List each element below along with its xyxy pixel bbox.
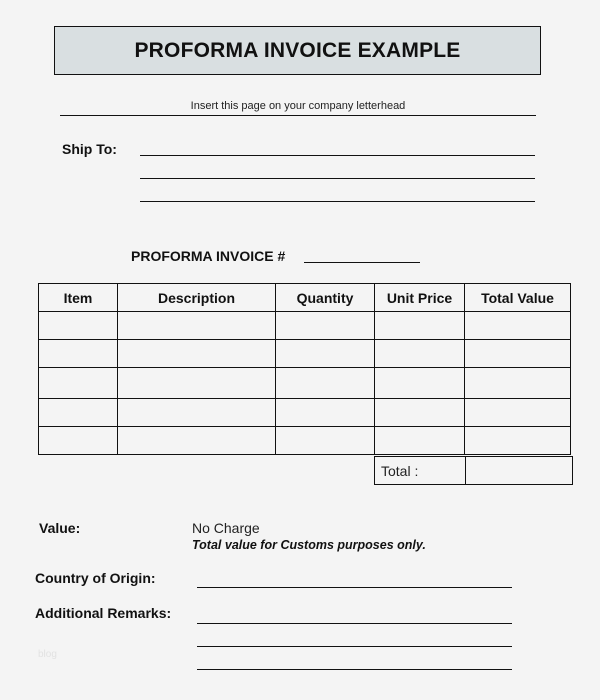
cell-quantity[interactable] [276, 368, 375, 399]
document-title: PROFORMA INVOICE EXAMPLE [134, 38, 461, 62]
ship-to-line-3[interactable] [140, 201, 535, 202]
cell-total-value[interactable] [465, 312, 571, 340]
cell-description[interactable] [118, 427, 276, 455]
value-label: Value: [39, 520, 81, 536]
ship-to-label: Ship To: [62, 141, 117, 157]
invoice-number-label: PROFORMA INVOICE # [131, 248, 286, 264]
items-table [38, 283, 571, 455]
total-label: Total : [375, 457, 466, 485]
cell-total-value[interactable] [465, 399, 571, 427]
watermark: blog [38, 649, 57, 660]
table-row [39, 340, 571, 368]
table-row [39, 368, 571, 399]
letterhead-instruction: Insert this page on your company letterhead [190, 100, 406, 112]
remarks-line-3[interactable] [197, 669, 512, 670]
value-text: No Charge [192, 520, 260, 536]
subtitle-divider [60, 115, 536, 116]
cell-quantity[interactable] [276, 427, 375, 455]
country-of-origin-label: Country of Origin: [35, 570, 156, 586]
cell-quantity[interactable] [276, 340, 375, 368]
cell-quantity[interactable] [276, 312, 375, 340]
ship-to-line-1[interactable] [140, 155, 535, 156]
total-table [374, 456, 573, 485]
additional-remarks-label: Additional Remarks: [35, 605, 172, 621]
cell-item[interactable] [39, 399, 118, 427]
cell-total-value[interactable] [465, 427, 571, 455]
cell-description[interactable] [118, 399, 276, 427]
cell-description[interactable] [118, 368, 276, 399]
cell-unit-price[interactable] [375, 312, 465, 340]
cell-item[interactable] [39, 312, 118, 340]
header-description: Description [118, 284, 276, 312]
remarks-line-2[interactable] [197, 646, 512, 647]
customs-note: Total value for Customs purposes only. [192, 538, 426, 552]
invoice-number-field[interactable] [304, 262, 420, 263]
cell-description[interactable] [118, 312, 276, 340]
header-unit-price: Unit Price [375, 284, 465, 312]
header-total-value: Total Value [465, 284, 571, 312]
document-title-box [54, 26, 541, 75]
table-row [39, 312, 571, 340]
header-quantity: Quantity [276, 284, 375, 312]
cell-description[interactable] [118, 340, 276, 368]
cell-unit-price[interactable] [375, 340, 465, 368]
table-header-row [39, 284, 571, 312]
cell-unit-price[interactable] [375, 399, 465, 427]
cell-item[interactable] [39, 340, 118, 368]
cell-item[interactable] [39, 427, 118, 455]
country-of-origin-field[interactable] [197, 587, 512, 588]
total-row [375, 457, 573, 485]
cell-quantity[interactable] [276, 399, 375, 427]
cell-unit-price[interactable] [375, 368, 465, 399]
cell-total-value[interactable] [465, 368, 571, 399]
remarks-line-1[interactable] [197, 623, 512, 624]
cell-item[interactable] [39, 368, 118, 399]
table-row [39, 399, 571, 427]
ship-to-line-2[interactable] [140, 178, 535, 179]
header-item: Item [39, 284, 118, 312]
cell-unit-price[interactable] [375, 427, 465, 455]
cell-total-value[interactable] [465, 340, 571, 368]
total-value-cell[interactable] [466, 457, 573, 485]
table-row [39, 427, 571, 455]
